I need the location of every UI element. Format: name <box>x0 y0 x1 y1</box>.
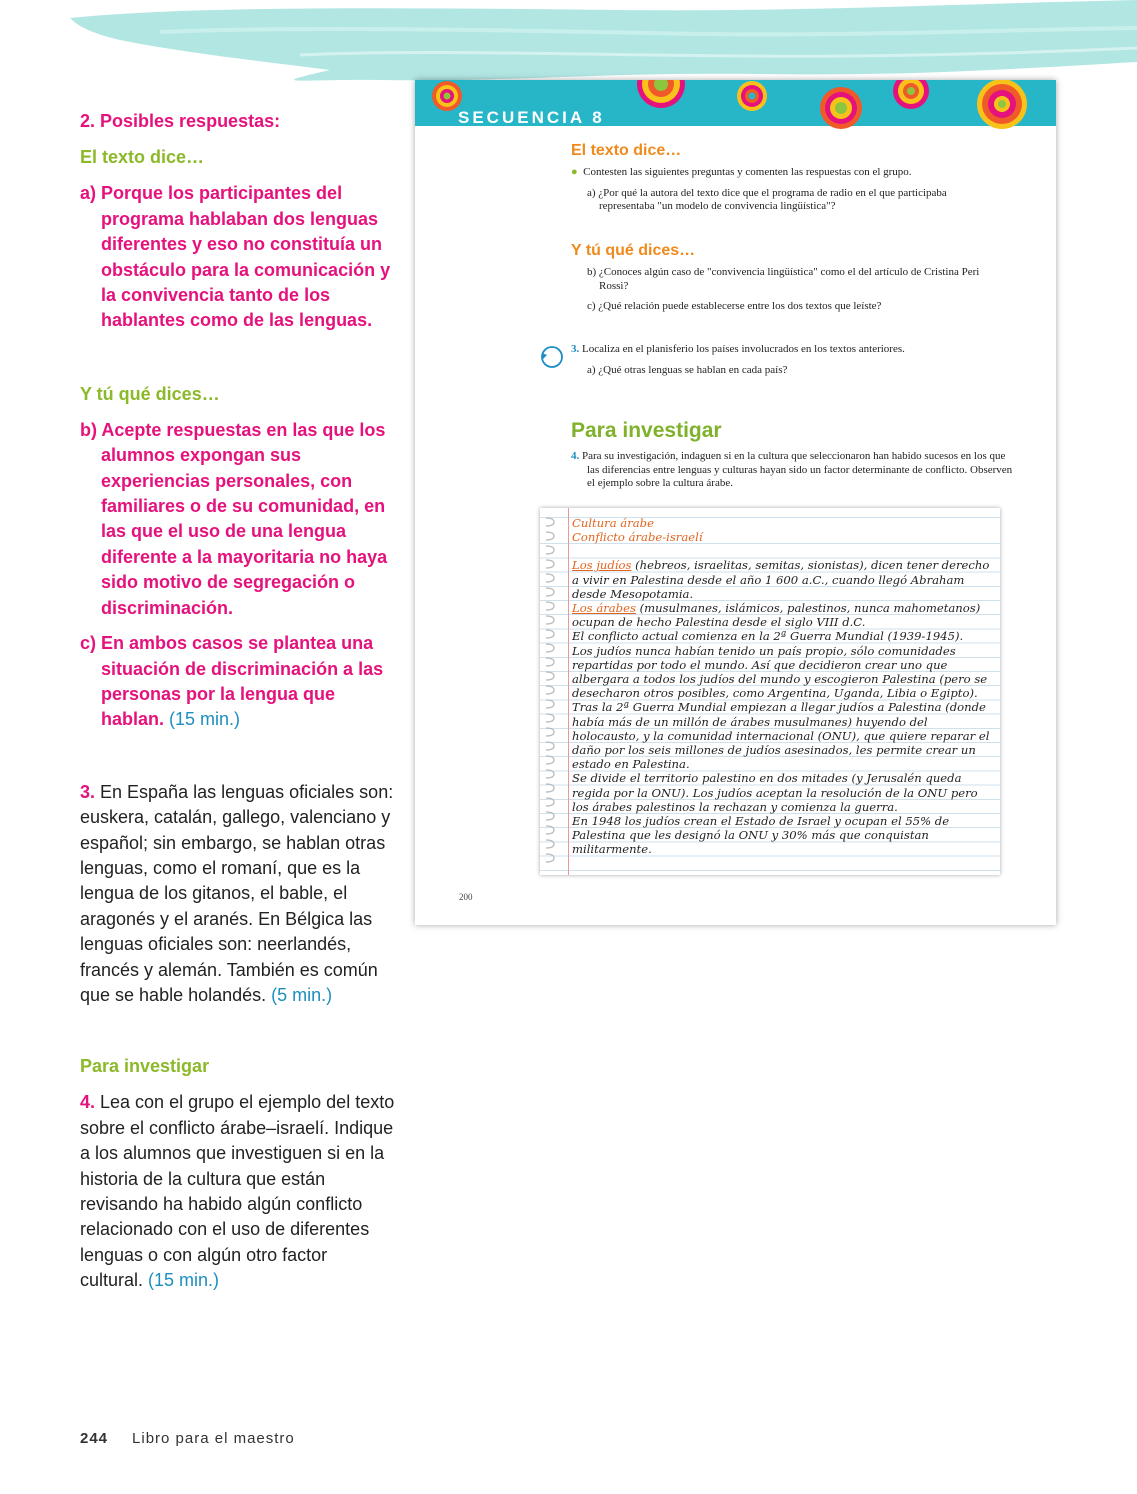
notebook-paragraph-4: Los judíos nunca habían tenido un país propio, sólo comunidades repartidas por todo el mundo. Así que decidieron crear uno que albergara a todos los judíos del mundo y escogieron Palestina (pero se desecharon otros posibles, como Argentina, Uganda, Libia o Egipto). <box>572 643 988 701</box>
q4-paragraph <box>80 1090 395 1293</box>
sequence-title: SECUENCIA 8 <box>458 108 605 127</box>
notebook-margin-line <box>568 508 569 875</box>
bullet-icon: ● <box>571 166 578 178</box>
page-q3-block <box>571 343 1001 377</box>
notebook-paragraph-5: Tras la 2ª Guerra Mundial empiezan a llegar judíos a Palestina (donde había más de un millón de árabes musulmanes) huyendo del holocausto, y la comunidad internacional (ONU), que quiere reparar el daño por los seis millones de judíos asesinados, les permite crear un estado en Palestina. <box>572 700 990 772</box>
page-footer <box>80 1430 295 1447</box>
notebook-paragraph-1 <box>572 558 997 601</box>
notebook-label-arabes: Los árabes <box>572 601 636 616</box>
refresh-icon <box>539 344 565 370</box>
answer-c-text: c) En ambos casos se plantea una situación de discriminación a las personas por la lengua que hablan. <box>80 633 384 730</box>
section-el-texto-dice: El texto dice… <box>80 147 205 168</box>
q4-text: Lea con el grupo el ejemplo del texto sobre el conflicto árabe–israelí. Indique a los alumnos que investiguen si en la historia de la cultura que están revisando ha habido algún conflicto relacionado con el uso de diferentes lenguas o con algún otro factor cultural. <box>80 1092 395 1291</box>
page-question-a: a) ¿Por qué la autora del texto dice que el programa de radio en el que participaba representaba "un modelo de convivencia lingüística"? <box>587 186 947 212</box>
q3-text: En España las lenguas oficiales son: euskera, catalán, gallego, valenciano y español; sin embargo, se hablan otras lenguas, como el romaní, que es la lengua de los gitanos, el bable, el aragonés y el aranés. En Bélgica las lenguas oficiales son: neerlandés, francés y alemán. También es común que se hable holandés. <box>80 781 394 1005</box>
section-y-tu-que-dices: Y tú qué dices… <box>80 383 220 404</box>
answer-a: a) Porque los participantes del programa hablaban dos lenguas diferentes y eso no constituía un obstáculo para la comunicación y la convivencia tanto de los hablantes como de las lenguas. <box>80 183 391 331</box>
notebook-text <box>572 516 997 857</box>
q3-paragraph <box>80 780 395 1009</box>
page-heading-para-investigar: Para investigar <box>571 419 722 442</box>
notebook-text-2: (musulmanes, islámicos, palestinos, nunca mahometanos) ocupan de hecho Palestina desde el siglo VIII d.C. <box>572 601 981 630</box>
page-q4-number: 4. <box>571 450 580 462</box>
section-para-investigar: Para investigar <box>80 1056 210 1077</box>
notebook-spiral-icon <box>542 512 558 872</box>
page-questions-bc <box>587 266 997 314</box>
page-heading-y-tu-que-dices: Y tú qué dices… <box>571 242 696 259</box>
page-bullet-text: Contesten las siguientes preguntas y comenten las respuestas con el grupo. <box>583 166 912 178</box>
page-q3 <box>571 343 1001 357</box>
page-question-b: b) ¿Conoces algún caso de "convivencia lingüística" como el del artículo de Cristina Peri Rossi? <box>587 266 980 292</box>
page-q4-text: Para su investigación, indaguen si en la cultura que seleccionaron han habido sucesos en los que las diferencias entre lenguas y culturas hayan sido un factor determinante de conflicto. Observen el ejemplo sobre la cultura árabe. <box>579 450 1013 489</box>
notebook-text-1: (hebreos, israelitas, semitas, sionistas), dicen tener derecho a vivir en Palestina desde el año 1 600 a.C., cuando llegó Abraham desde Mesopotamia. <box>572 558 990 601</box>
student-page-number: 200 <box>459 892 473 902</box>
page-question-c: c) ¿Qué relación puede establecerse entre los dos textos que leíste? <box>587 300 882 312</box>
teacher-notes-column <box>80 105 395 1294</box>
notebook-paragraph-6: Se divide el territorio palestino en dos mitades (y Jerusalén queda regida por la ONU). Los judíos aceptan la resolución de la ONU pero los árabes palestinos la rechazan y comienza la guerra. <box>572 771 978 814</box>
student-book-page <box>415 80 1056 925</box>
notebook-title-2: Conflicto árabe-israelí <box>572 530 703 545</box>
notebook-paragraph-2 <box>572 601 997 629</box>
q2-title: 2. Posibles respuestas: <box>80 111 281 131</box>
page-q3-text: Localiza en el planisferio los países involucrados en los textos anteriores. <box>579 343 905 355</box>
page-bullet-block <box>571 166 1001 214</box>
footer-book-title: Libro para el maestro <box>132 1430 295 1447</box>
page-bullet <box>571 166 1001 180</box>
page-q3-number: 3. <box>571 343 580 355</box>
footer-page-number: 244 <box>80 1430 109 1447</box>
q3-time: (5 min.) <box>271 984 333 1005</box>
answer-c <box>80 631 395 733</box>
q4-time: (15 min.) <box>148 1270 220 1291</box>
notebook-label-judios: Los judíos <box>572 558 632 573</box>
q4-number: 4. <box>80 1092 96 1113</box>
page-q3a: a) ¿Qué otras lenguas se hablan en cada país? <box>587 363 788 376</box>
notebook-paragraph-3: El conflicto actual comienza en la 2ª Guerra Mundial (1939-1945). <box>572 629 964 644</box>
q3-number: 3. <box>80 781 96 802</box>
notebook-title-1: Cultura árabe <box>572 516 654 530</box>
notebook-example <box>540 508 1000 875</box>
answer-c-time: (15 min.) <box>169 709 241 730</box>
answer-b: b) Acepte respuestas en las que los alumnos expongan sus experiencias personales, con familiares o de su comunidad, en las que el uso de una lengua diferente a la mayoritaria no haya sido motivo de segregación o discriminación. <box>80 419 388 618</box>
page-heading-el-texto-dice: El texto dice… <box>571 142 682 159</box>
page-q4 <box>571 450 1015 491</box>
notebook-paragraph-7: En 1948 los judíos crean el Estado de Israel y ocupan el 55% de Palestina que les designó la ONU y 30% más que conquistan militarmente. <box>572 814 950 857</box>
